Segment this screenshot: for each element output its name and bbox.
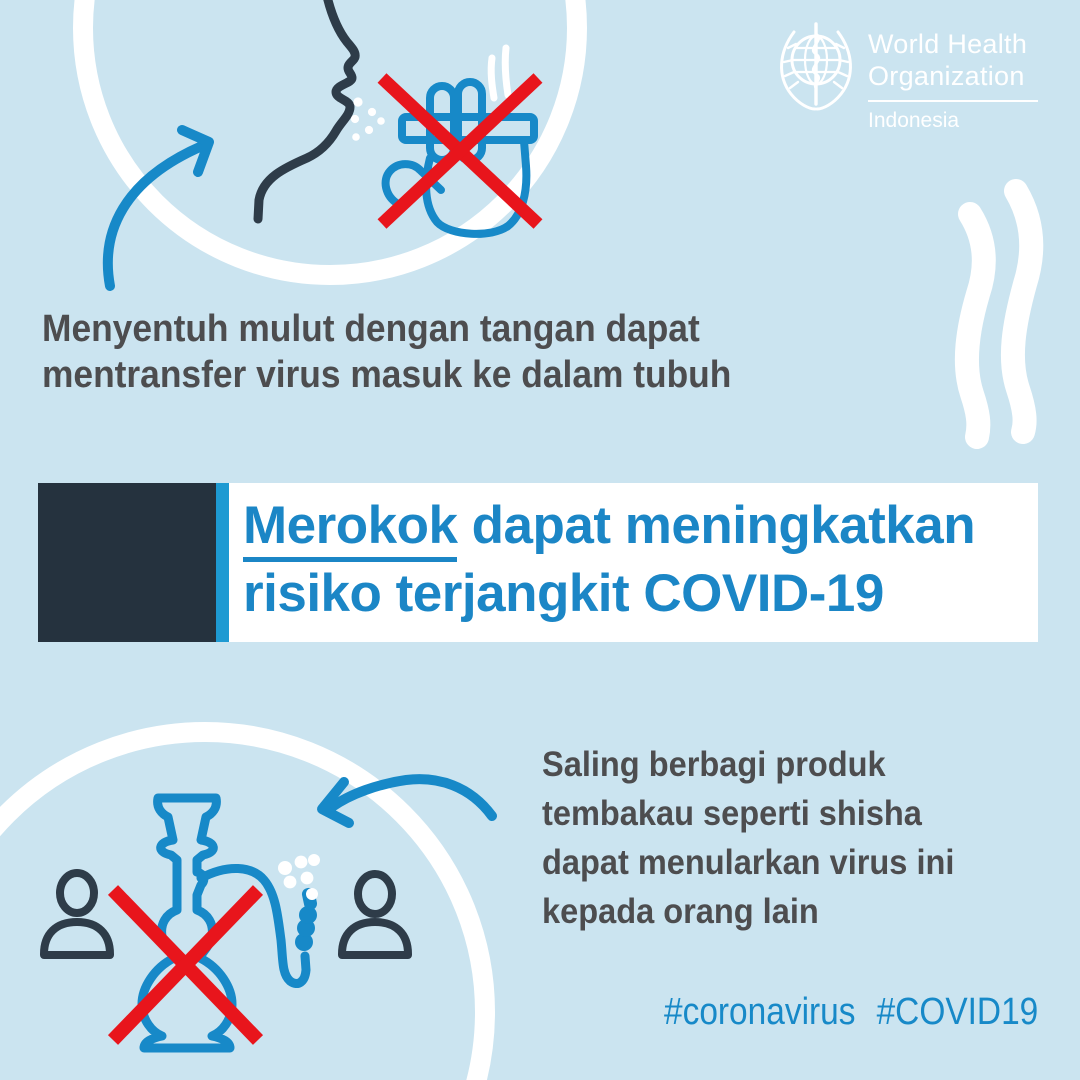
headline: [243, 492, 975, 628]
face-profile-icon: [258, 0, 355, 219]
cigarette-smoke-icon: [491, 48, 508, 98]
curved-arrow-icon: [108, 130, 209, 286]
who-name-line1: World Health: [868, 29, 1028, 59]
headline-line1: [243, 492, 975, 560]
shisha-sharing-illustration: [0, 720, 560, 1080]
fact-touch-text: [42, 306, 731, 398]
who-emblem-icon: [768, 18, 864, 114]
fact-touch-line1: Menyentuh mulut dengan tangan dapat: [42, 308, 700, 350]
person-icon: [44, 873, 110, 955]
touch-mouth-illustration: [0, 0, 640, 300]
droplets-icon: [351, 97, 385, 140]
headline-line2: risiko terjangkit COVID-19: [243, 564, 884, 623]
headline-highlight: Merokok: [243, 496, 457, 562]
hashtag-covid19: #COVID19: [876, 991, 1039, 1033]
fact-share-line2: tembakau seperti shisha: [542, 794, 922, 833]
fact-share-text: [542, 740, 954, 936]
prohibited-cross-icon: [113, 890, 258, 1040]
who-logo-divider: [868, 100, 1038, 102]
hashtags: [664, 993, 1038, 1031]
who-logo-text: [868, 28, 1038, 133]
curved-arrow-icon: [322, 779, 492, 823]
fact-share-line4: kepada orang lain: [542, 892, 819, 931]
person-icon: [342, 874, 408, 955]
banner-accent-stripe: [216, 483, 229, 642]
bubbles-icon: [278, 854, 320, 900]
fact-touch-line2: mentransfer virus masuk ke dalam tubuh: [42, 354, 732, 396]
who-name-line2: Organization: [868, 61, 1025, 91]
who-logo: [768, 16, 1058, 146]
fact-share-line3: dapat menularkan virus ini: [542, 843, 955, 882]
headline-line1-rest: dapat meningkatkan: [457, 496, 976, 555]
fact-share-line1: Saling berbagi produk: [542, 745, 886, 784]
banner-navy-block: [38, 483, 216, 642]
hashtag-coronavirus: #coronavirus: [664, 991, 856, 1033]
smoke-wisps-icon: [940, 178, 1060, 458]
who-country-label: Indonesia: [868, 109, 960, 132]
